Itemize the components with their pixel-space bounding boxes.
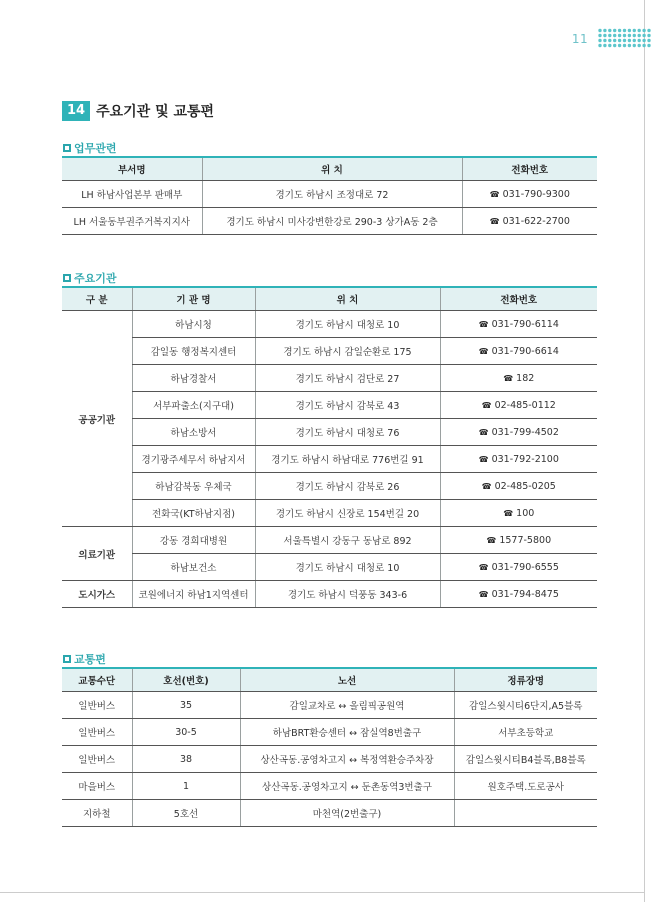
phone-icon: ☎ (478, 454, 489, 464)
category-cell: 공공기관 (62, 311, 132, 527)
route-cell: 상산곡동.공영차고지 ↔ 복정역환승주차장 (240, 746, 454, 773)
stop-name: 서부초등학교 (454, 719, 597, 746)
location-cell: 경기도 하남시 하남대로 776번길 91 (255, 446, 440, 473)
phone-number: 031-799-4502 (491, 426, 559, 438)
decoration-dot (598, 39, 601, 42)
decoration-dot (598, 34, 601, 37)
decoration-dot (613, 34, 616, 37)
decoration-dot (618, 39, 621, 42)
institution-name: 하남시청 (132, 311, 255, 338)
page-number: 11 (571, 32, 589, 46)
column-header: 기 관 명 (132, 287, 255, 311)
line-number: 5호선 (132, 800, 240, 827)
decoration-dot (603, 29, 606, 32)
phone-number: 031-790-6614 (491, 345, 559, 357)
location-cell: 경기도 하남시 덕풍동 343-6 (255, 581, 440, 608)
table-row (62, 773, 597, 800)
section-number-badge: 14 (62, 101, 90, 121)
category-cell: 도시가스 (62, 581, 132, 608)
location-cell: 경기도 하남시 대청로 10 (255, 311, 440, 338)
line-number: 35 (132, 692, 240, 719)
phone-number: 100 (516, 507, 535, 519)
phone-cell (440, 365, 597, 392)
decoration-dot (638, 34, 641, 37)
table-row (62, 473, 597, 500)
decoration-dot (623, 29, 626, 32)
column-header: 노선 (240, 668, 454, 692)
decoration-dot (633, 39, 636, 42)
location-cell: 경기도 하남시 검단로 27 (255, 365, 440, 392)
decoration-dot (613, 39, 616, 42)
decoration-dot (608, 34, 611, 37)
business-heading (63, 140, 117, 156)
column-header: 위 치 (255, 287, 440, 311)
institution-name: 하남감북동 우체국 (132, 473, 255, 500)
category-cell: 의료기관 (62, 527, 132, 581)
transport-type: 일반버스 (62, 719, 132, 746)
phone-number: 031-790-9300 (502, 188, 570, 200)
line-number: 30-5 (132, 719, 240, 746)
phone-cell (440, 473, 597, 500)
phone-icon: ☎ (486, 535, 497, 545)
column-header: 정류장명 (454, 668, 597, 692)
decoration-dot (603, 44, 606, 47)
decoration-dot (647, 44, 650, 47)
phone-icon: ☎ (489, 216, 500, 226)
business-heading-text: 업무관련 (74, 142, 117, 155)
transport-type: 마을버스 (62, 773, 132, 800)
institution-name: 서부파출소(지구대) (132, 392, 255, 419)
phone-number: 02-485-0205 (494, 480, 556, 492)
line-number: 1 (132, 773, 240, 800)
table-row (62, 527, 597, 554)
table-row (62, 338, 597, 365)
page-edge-bottom (0, 892, 645, 893)
phone-icon: ☎ (478, 346, 489, 356)
dot-grid-decoration (598, 28, 652, 48)
column-header: 전화번호 (462, 157, 597, 181)
transport-table (62, 667, 597, 827)
phone-number: 02-485-0112 (494, 399, 556, 411)
decoration-dot (628, 29, 631, 32)
institutions-table (62, 286, 597, 608)
decoration-dot (598, 44, 601, 47)
decoration-dot (633, 44, 636, 47)
phone-icon: ☎ (481, 481, 492, 491)
phone-cell (440, 392, 597, 419)
table-row (62, 392, 597, 419)
decoration-dot (628, 44, 631, 47)
phone-cell (440, 527, 597, 554)
decoration-dot (642, 44, 645, 47)
decoration-dot (623, 39, 626, 42)
decoration-dot (623, 44, 626, 47)
phone-number: 1577-5800 (499, 534, 552, 546)
page-edge-right (644, 0, 645, 902)
location-cell: 경기도 하남시 감일순환로 175 (255, 338, 440, 365)
phone-icon: ☎ (503, 373, 514, 383)
phone-cell (440, 581, 597, 608)
table-row (62, 581, 597, 608)
phone-number: 182 (516, 372, 535, 384)
location-cell: 서울특별시 강동구 동남로 892 (255, 527, 440, 554)
institution-name: 코원에너지 하남1지역센터 (132, 581, 255, 608)
decoration-dot (608, 39, 611, 42)
column-header: 위 치 (202, 157, 462, 181)
column-header: 교통수단 (62, 668, 132, 692)
phone-icon: ☎ (478, 589, 489, 599)
decoration-dot (638, 44, 641, 47)
location-cell: 경기도 하남시 대청로 76 (255, 419, 440, 446)
table-row (62, 554, 597, 581)
decoration-dot (598, 29, 601, 32)
phone-number: 031-622-2700 (502, 215, 570, 227)
route-cell: 마천역(2번출구) (240, 800, 454, 827)
institution-name: 경기광주세무서 하남지서 (132, 446, 255, 473)
decoration-dot (603, 39, 606, 42)
phone-number: 031-794-8475 (491, 588, 559, 600)
phone-cell (462, 208, 597, 235)
business-table-header (62, 157, 597, 181)
phone-icon: ☎ (503, 508, 514, 518)
column-header: 전화번호 (440, 287, 597, 311)
decoration-dot (638, 39, 641, 42)
transport-type: 일반버스 (62, 746, 132, 773)
decoration-dot (618, 29, 621, 32)
stop-name: 감일스윗시티B4블록,B8블록 (454, 746, 597, 773)
location-cell: 경기도 하남시 미사강변한강로 290-3 상가A동 2층 (202, 208, 462, 235)
table-row (62, 746, 597, 773)
table-row (62, 719, 597, 746)
decoration-dot (642, 34, 645, 37)
stop-name (454, 800, 597, 827)
phone-number: 031-790-6114 (491, 318, 559, 330)
line-number: 38 (132, 746, 240, 773)
table-row (62, 692, 597, 719)
institutions-table-header (62, 287, 597, 311)
transport-table-header (62, 668, 597, 692)
institution-name: 강동 경희대병원 (132, 527, 255, 554)
transport-type: 일반버스 (62, 692, 132, 719)
table-row (62, 500, 597, 527)
institution-name: 전화국(KT하남지점) (132, 500, 255, 527)
table-row (62, 311, 597, 338)
column-header: 부서명 (62, 157, 202, 181)
table-row (62, 446, 597, 473)
table-row (62, 800, 597, 827)
location-cell: 경기도 하남시 조정대로 72 (202, 181, 462, 208)
institution-name: 감일동 행정복지센터 (132, 338, 255, 365)
decoration-dot (647, 34, 650, 37)
transport-type: 지하철 (62, 800, 132, 827)
decoration-dot (623, 34, 626, 37)
decoration-dot (642, 29, 645, 32)
phone-number: 031-790-6555 (491, 561, 559, 573)
phone-icon: ☎ (478, 319, 489, 329)
phone-icon: ☎ (489, 189, 500, 199)
location-cell: 경기도 하남시 대청로 10 (255, 554, 440, 581)
institution-name: 하남보건소 (132, 554, 255, 581)
phone-number: 031-792-2100 (491, 453, 559, 465)
decoration-dot (618, 44, 621, 47)
location-cell: 경기도 하남시 감북로 26 (255, 473, 440, 500)
phone-icon: ☎ (481, 400, 492, 410)
table-row (62, 181, 597, 208)
phone-cell (440, 338, 597, 365)
route-cell: 상산곡동.공영차고지 ↔ 둔촌동역3번출구 (240, 773, 454, 800)
column-header: 호선(번호) (132, 668, 240, 692)
decoration-dot (608, 44, 611, 47)
institutions-heading (63, 270, 117, 286)
phone-cell (440, 554, 597, 581)
decoration-dot (633, 29, 636, 32)
transport-heading (63, 651, 106, 667)
business-table (62, 156, 597, 235)
phone-cell (440, 419, 597, 446)
decoration-dot (608, 29, 611, 32)
phone-cell (440, 446, 597, 473)
section-title-text: 주요기관 및 교통편 (96, 104, 215, 120)
decoration-dot (613, 44, 616, 47)
decoration-dot (633, 34, 636, 37)
phone-icon: ☎ (478, 427, 489, 437)
stop-name: 원호주택.도로공사 (454, 773, 597, 800)
decoration-dot (647, 29, 650, 32)
decoration-dot (628, 39, 631, 42)
location-cell: 경기도 하남시 감북로 43 (255, 392, 440, 419)
decoration-dot (618, 34, 621, 37)
square-bullet-icon (63, 655, 71, 663)
table-row (62, 419, 597, 446)
decoration-dot (642, 39, 645, 42)
table-row (62, 365, 597, 392)
institution-name: 하남경찰서 (132, 365, 255, 392)
stop-name: 감일스윗시티6단지,A5블록 (454, 692, 597, 719)
route-cell: 감일교차로 ↔ 올림픽공원역 (240, 692, 454, 719)
phone-cell (440, 500, 597, 527)
decoration-dot (647, 39, 650, 42)
department-name: LH 서울동부권주거복지지사 (62, 208, 202, 235)
department-name: LH 하남사업본부 판매부 (62, 181, 202, 208)
section-title (62, 100, 214, 122)
decoration-dot (603, 34, 606, 37)
institutions-heading-text: 주요기관 (74, 272, 117, 285)
phone-icon: ☎ (478, 562, 489, 572)
decoration-dot (628, 34, 631, 37)
square-bullet-icon (63, 144, 71, 152)
phone-cell (462, 181, 597, 208)
route-cell: 하남BRT환승센터 ↔ 잠실역8번출구 (240, 719, 454, 746)
transport-heading-text: 교통편 (74, 653, 106, 666)
phone-cell (440, 311, 597, 338)
decoration-dot (638, 29, 641, 32)
table-row (62, 208, 597, 235)
column-header: 구 분 (62, 287, 132, 311)
institution-name: 하남소방서 (132, 419, 255, 446)
decoration-dot (613, 29, 616, 32)
square-bullet-icon (63, 274, 71, 282)
location-cell: 경기도 하남시 신장로 154번길 20 (255, 500, 440, 527)
